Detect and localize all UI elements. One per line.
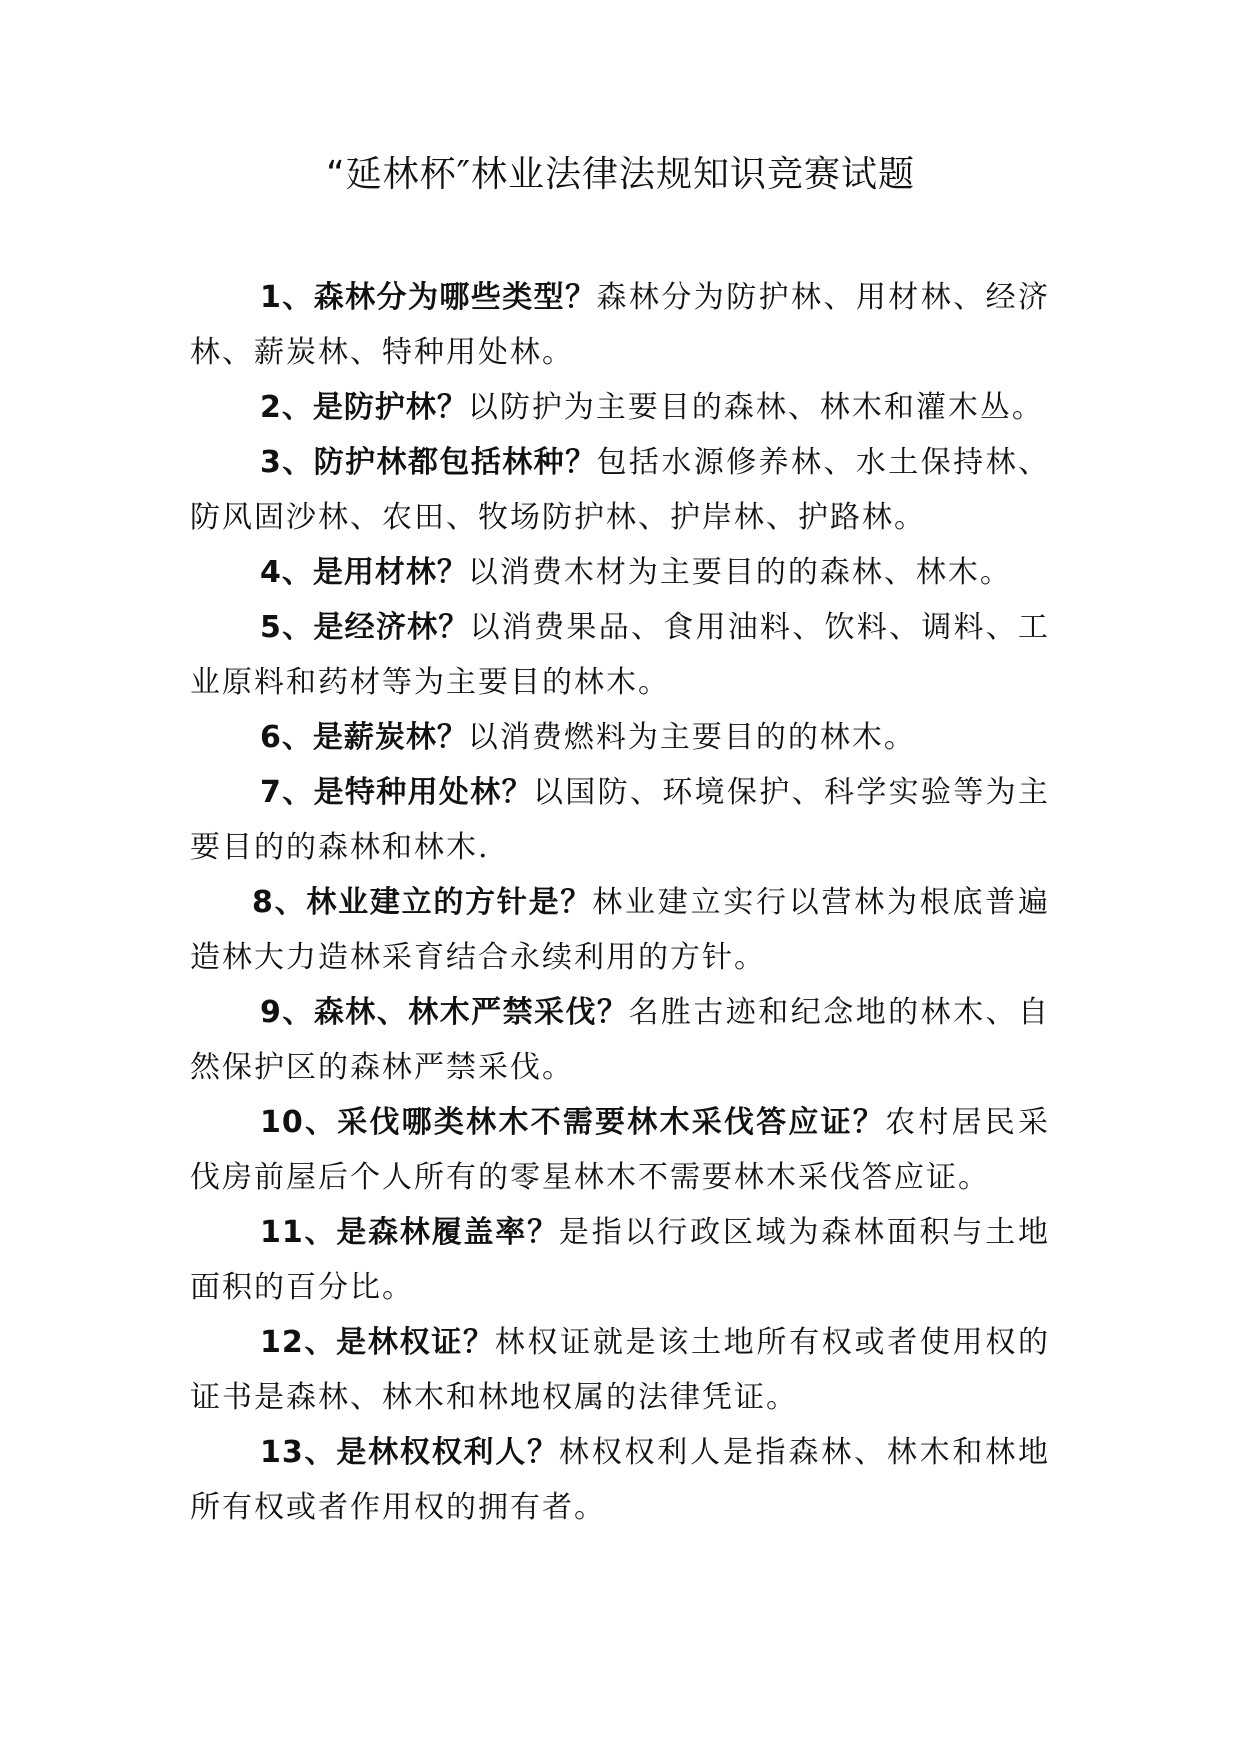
question-item-10 (190, 1095, 1050, 1205)
question-number: 10、 (260, 1105, 338, 1140)
question-item-6 (190, 710, 1050, 765)
question-number: 13、 (260, 1435, 337, 1470)
question-item-8 (190, 875, 1050, 985)
answer-text: 名胜古迹和纪念地的林木、自然保护区的森林严禁采伐。 (190, 995, 1051, 1085)
question-item-2 (190, 380, 1050, 435)
question-item-3 (190, 435, 1050, 545)
question-text: 是林权证？ (336, 1325, 495, 1360)
answer-text: 以国防、环境保护、科学实验等为主要目的的森林和林木. (190, 775, 1051, 865)
question-text: 是薪炭林？ (312, 720, 468, 755)
question-item-1 (190, 270, 1050, 380)
answer-text: 以消费果品、食用油料、饮料、调料、工业原料和药材等为主要目的林木。 (190, 610, 1051, 700)
answer-text: 农村居民采伐房前屋后个人所有的零星林木不需要林木采伐答应证。 (190, 1105, 1051, 1195)
question-text: 森林、林木严禁采伐？ (313, 995, 629, 1030)
question-number: 9、 (260, 995, 314, 1030)
answer-text: 是指以行政区域为森林面积与土地面积的百分比。 (190, 1215, 1051, 1305)
question-number: 8、 (252, 885, 307, 920)
question-text: 是用材林？ (312, 555, 468, 590)
question-item-11 (190, 1205, 1050, 1315)
question-text: 是特种用处林？ (313, 775, 533, 810)
document-title: “延林杯″林业法律法规知识竞赛试题 (325, 154, 916, 195)
question-text: 采伐哪类林木不需要林木采伐答应证？ (337, 1105, 886, 1140)
question-text: 林业建立的方针是？ (306, 885, 593, 920)
answer-text: 包括水源修养林、水土保持林、防风固沙林、农田、牧场防护林、护岸林、护路林。 (190, 445, 1050, 535)
question-list (190, 270, 1050, 1535)
answer-text: 以消费燃料为主要目的的林木。 (467, 720, 916, 755)
question-number: 12、 (260, 1325, 337, 1360)
answer-text: 以消费木材为主要目的的森林、林木。 (467, 555, 1012, 590)
question-number: 7、 (260, 775, 314, 810)
question-text: 是经济林？ (313, 610, 470, 645)
question-number: 3、 (260, 445, 314, 480)
question-number: 1、 (260, 280, 314, 315)
question-text: 是森林履盖率？ (336, 1215, 559, 1250)
answer-text: 森林分为防护林、用材林、经济林、薪炭林、特种用处林。 (190, 280, 1050, 370)
question-item-9 (190, 985, 1050, 1095)
question-number: 11、 (260, 1215, 337, 1250)
question-text: 是防护林？ (312, 390, 468, 425)
answer-text: 林权证就是该土地所有权或者使用权的证书是森林、林木和林地权属的法律凭证。 (190, 1325, 1051, 1415)
question-item-5 (190, 600, 1050, 710)
answer-text: 以防护为主要目的森林、林木和灌木丛。 (467, 390, 1044, 425)
question-text: 防护林都包括林种？ (313, 445, 597, 480)
question-text: 是林权权利人？ (336, 1435, 559, 1470)
question-number: 5、 (260, 610, 314, 645)
question-item-4 (190, 545, 1050, 600)
question-text: 森林分为哪些类型？ (313, 280, 597, 315)
question-number: 6、 (260, 720, 313, 755)
answer-text: 林业建立实行以营林为根底普遍造林大力造林采育结合永续利用的方针。 (190, 885, 1051, 975)
question-number: 2、 (260, 390, 313, 425)
question-number: 4、 (260, 555, 313, 590)
question-item-7 (190, 765, 1050, 875)
question-item-12 (190, 1315, 1050, 1425)
question-item-13 (190, 1425, 1050, 1535)
answer-text: 林权权利人是指森林、林木和林地所有权或者作用权的拥有者。 (190, 1435, 1051, 1525)
